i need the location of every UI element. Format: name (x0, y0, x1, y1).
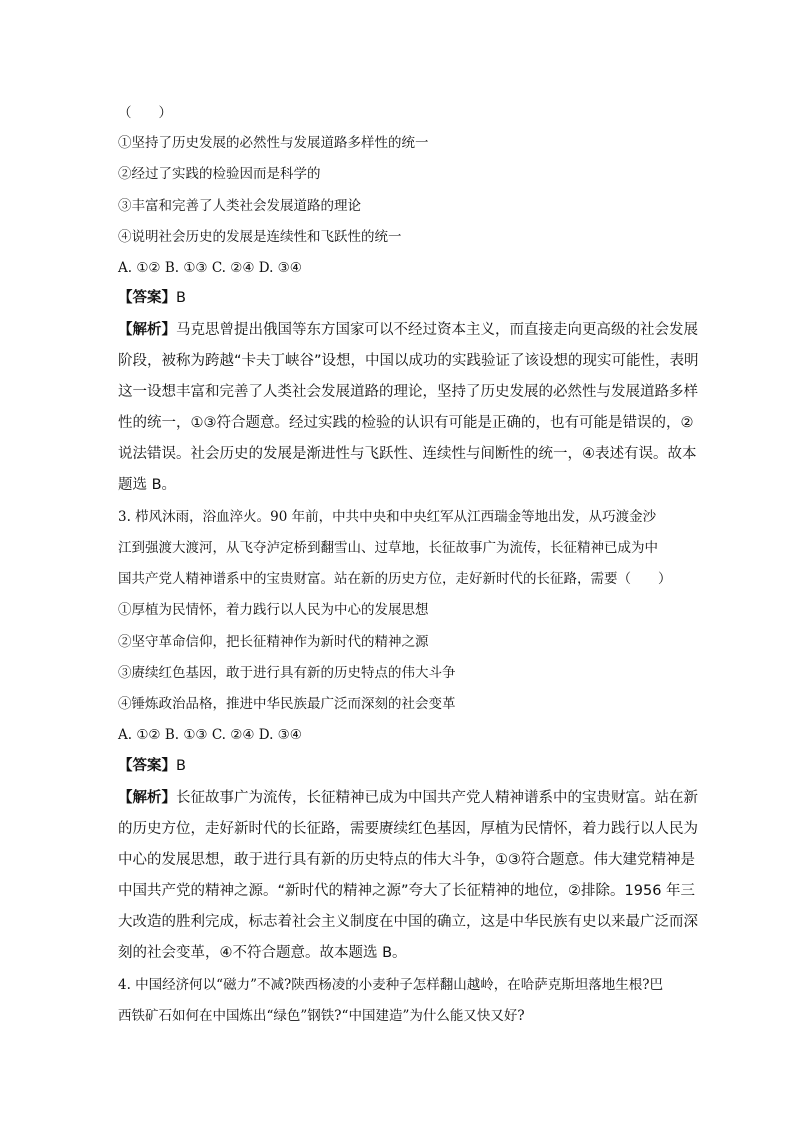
q3-analysis-line-6: 刻的社会变革，④不符合题意。故本题选 B。 (118, 945, 407, 961)
q2-choices: A. ①② B. ①③ C. ②④ D. ③④ (118, 260, 302, 276)
q3-option-3: ③赓续红色基因，敢于进行具有新的历史特点的伟大斗争 (118, 665, 456, 681)
q3-option-4: ④锤炼政治品格，推进中华民族最广泛而深刻的社会变革 (118, 696, 456, 712)
q2-analysis-line-5: 说法错误。社会历史的发展是渐进性与飞跃性、连续性与间断性的统一，④表述有误。故本 (118, 446, 697, 462)
q2-answer-label: 【答案】 (118, 290, 176, 306)
q3-answer (118, 756, 186, 776)
q3-answer-label: 【答案】 (118, 758, 176, 774)
q2-option-2: ②经过了实践的检验因而是科学的 (118, 166, 321, 182)
q3-analysis-line-2: 的历史方位，走好新时代的长征路，需要赓续红色基因，厚植为民情怀，着力践行以人民为 (118, 821, 698, 837)
q2-answer-value: B (176, 290, 186, 306)
q2-option-1: ①坚持了历史发展的必然性与发展道路多样性的统一 (118, 135, 429, 151)
q2-option-4: ④说明社会历史的发展是连续性和飞跃性的统一 (118, 229, 402, 245)
q2-analysis-line-2: 阶段，被称为跨越“卡夫丁峡谷”设想，中国以成功的实践验证了该设想的现实可能性，表明 (118, 353, 699, 369)
q2-option-3: ③丰富和完善了人类社会发展道路的理论 (118, 198, 361, 214)
q2-analysis-line-6: 题选 B。 (118, 477, 177, 493)
q3-analysis-text-1: 长征故事广为流传，长征精神已成为中国共产党人精神谱系中的宝贵财富。站在新 (176, 790, 698, 806)
q3-stem-line-3: 国共产党人精神谱系中的宝贵财富。站在新的历史方位，走好新时代的长征路，需要（ ） (118, 571, 672, 587)
q2-analysis-line-1 (118, 320, 698, 340)
q2-answer (118, 288, 186, 308)
q3-answer-value: B (176, 758, 186, 774)
q2-analysis-line-3: 这一设想丰富和完善了人类社会发展道路的理论，坚持了历史发展的必然性与发展道路多样 (118, 384, 698, 400)
q3-analysis-line-4: 中国共产党的精神之源。“新时代的精神之源”夸大了长征精神的地位，②排除。1956 年三 (118, 883, 696, 899)
q2-analysis-label: 【解析】 (118, 322, 176, 338)
q4-stem-line-1: 4. 中国经济何以“磁力”不减?陕西杨凌的小麦种子怎样翻山越岭，在哈萨克斯坦落地生根?巴 (118, 977, 663, 993)
q3-analysis-line-5: 大改造的胜利完成，标志着社会主义制度在中国的确立，这是中华民族有史以来最广泛而深 (118, 914, 698, 930)
q3-choices: A. ①② B. ①③ C. ②④ D. ③④ (118, 727, 302, 743)
q3-stem-line-2: 江到强渡大渡河，从飞夺泸定桥到翻雪山、过草地，长征故事广为流传，长征精神已成为中 (118, 540, 658, 556)
q2-analysis-text-1: 马克思曾提出俄国等东方国家可以不经过资本主义，而直接走向更高级的社会发展 (176, 322, 698, 338)
q3-analysis-line-1 (118, 788, 698, 808)
q3-analysis-label: 【解析】 (118, 790, 176, 806)
q2-stem-tail: （ ） (118, 105, 172, 121)
q3-option-2: ②坚守革命信仰，把长征精神作为新时代的精神之源 (118, 634, 429, 650)
q3-option-1: ①厚植为民情怀，着力践行以人民为中心的发展思想 (118, 602, 429, 618)
q3-analysis-line-3: 中心的发展思想，敢于进行具有新的历史特点的伟大斗争，①③符合题意。伟大建党精神是 (118, 852, 695, 868)
q4-stem-line-2: 西铁矿石如何在中国炼出“绿色”钢铁?“中国建造”为什么能又快又好? (118, 1008, 525, 1024)
q3-stem-line-1: 3. 栉风沐雨，浴血淬火。90 年前，中共中央和中央红军从江西瑞金等地出发，从巧渡金沙 (118, 509, 657, 525)
q2-analysis-line-4: 性的统一，①③符合题意。经过实践的检验的认识有可能是正确的，也有可能是错误的，② (118, 415, 694, 431)
